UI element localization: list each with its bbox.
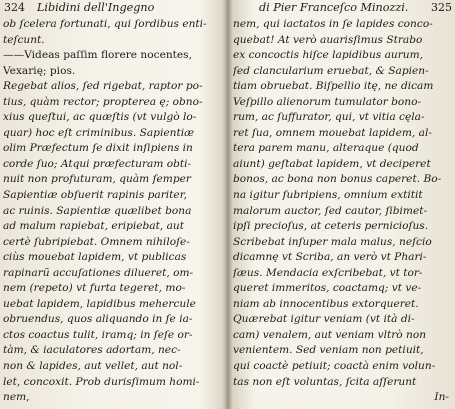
catchword: In- — [434, 391, 449, 404]
text-line: tas non eſt voluntas, ſcita aſſerunt — [233, 375, 417, 388]
text-line: Vexarię; pios. — [3, 64, 76, 77]
text-line: ad malum rapiebat, eripiebat, aut — [3, 220, 185, 233]
text-line: non & lapides, aut vellet, aut nol- — [3, 360, 183, 373]
left-page-header — [3, 0, 222, 16]
text-line: aiunt) geſtabat lapidem, vt deciperet — [233, 157, 431, 170]
text-line: na igitur ſubripiens, omnium extitit — [233, 189, 423, 202]
right-page-text — [233, 17, 453, 406]
text-line: olim Præfectum ſe dixit inſipiens in — [3, 142, 193, 155]
text-line: ipſi precioſus, at ceteris pernicioſus. — [233, 220, 429, 233]
right-page-number: 325 — [431, 1, 452, 14]
text-line: Scribebat inſuper mala malus, neſcio — [233, 235, 432, 248]
book-gutter — [222, 0, 233, 409]
right-page — [233, 0, 453, 409]
text-line: ——Videas paſſim florere nocentes, — [3, 49, 192, 62]
text-line: teſcunt. — [3, 33, 45, 46]
text-line: corde ſuo; Atqui præfecturam obti- — [3, 157, 192, 170]
text-line: nem, — [3, 391, 30, 404]
text-line: quar) hoc eſt criminibus. Sapientiæ — [3, 126, 195, 139]
text-line: ob ſcelera fortunati, qui ſordibus enti- — [3, 18, 207, 30]
text-line: uebat lapidem, lapidibus mehercule — [3, 297, 196, 310]
text-line: niam ab innocentibus extorqueret. — [233, 297, 419, 310]
text-line: ſed clancularium eruebat, & Sapien- — [233, 64, 429, 77]
text-line: Sapientiæ obſuerit rapinis pariter, — [3, 189, 187, 202]
text-line: ctos coactus tulit, iramq; in ſeſe or- — [3, 328, 193, 341]
text-line: tius, quàm rector; propterea ę; obno- — [3, 95, 203, 108]
text-line: ex concoctis hiſce lapidibus aurum, — [233, 49, 424, 62]
text-line: certè ſubripiebat. Omnem nihiloſe- — [3, 235, 190, 248]
text-line: tera parem manu, alteraque (quod — [233, 142, 419, 155]
text-line: queret immeritos, coactamq; vt ve- — [233, 282, 422, 295]
text-line: xius queſtui, ac quæſtis (vt vulgò lo- — [3, 111, 197, 124]
text-line: Regebat alios, ſed rigebat, raptor po- — [3, 80, 203, 93]
text-line: nem (repeto) vt furta tegeret, mo- — [3, 282, 186, 295]
text-line: tàm, & iaculatores adortam, nec- — [3, 344, 181, 357]
text-line: qui coactè petiuit; coactà enim volun- — [233, 360, 436, 373]
text-line: let, concoxit. Prob durisſimum homi- — [3, 375, 200, 388]
text-line: dicamnę vt Scriba, an verò vt Phari- — [233, 251, 427, 264]
text-line: Quærebat igitur veniam (vt ità di- — [233, 313, 415, 326]
text-line: rum, ac ſuffurator, qui, vt vitia cęla- — [233, 111, 425, 124]
text-line: nem, qui iactatos in ſe lapides conco- — [233, 18, 433, 30]
text-line: rapinarũ accuſationes dilueret, om- — [3, 266, 194, 279]
text-line: obruendus, quos aliquando in ſe ia- — [3, 313, 193, 326]
text-line: cam) venalem, aut veniam vltrò non — [233, 328, 427, 341]
text-line: ret ſua, omnem mouebat lapidem, al- — [233, 126, 432, 139]
right-page-header — [233, 0, 453, 16]
text-line: ac ruinis. Sapientiæ quælibet bona — [3, 204, 192, 217]
text-line: venientem. Sed veniam non petiuit, — [233, 344, 424, 357]
text-line: bonos, ac bona non bonus caperet. Bo- — [233, 173, 442, 186]
left-page-number: 324 — [4, 1, 25, 14]
text-line: malorum auctor, ſed cautor, ſibimet- — [233, 204, 428, 217]
left-page — [3, 0, 222, 409]
text-line: ſæus. Mendacia exſcribebat, vt tor- — [233, 266, 423, 279]
left-running-head: Libidini dell'Ingegno — [37, 1, 155, 14]
text-line: Veſpillo alienorum tumulator bono- — [233, 95, 422, 108]
text-line: quebat! At verò auarisſimus Strabo — [233, 33, 423, 46]
text-line: nuit non profuturam, quàm ſemper — [3, 173, 191, 186]
text-line: tiam obruebat. Biſpellio itę, ne dicam — [233, 80, 434, 93]
right-running-head: di Pier Franceſco Minozzi. — [259, 1, 409, 14]
left-page-text — [3, 17, 222, 406]
text-line: ciùs mouebat lapidem, vt publicas — [3, 251, 187, 264]
